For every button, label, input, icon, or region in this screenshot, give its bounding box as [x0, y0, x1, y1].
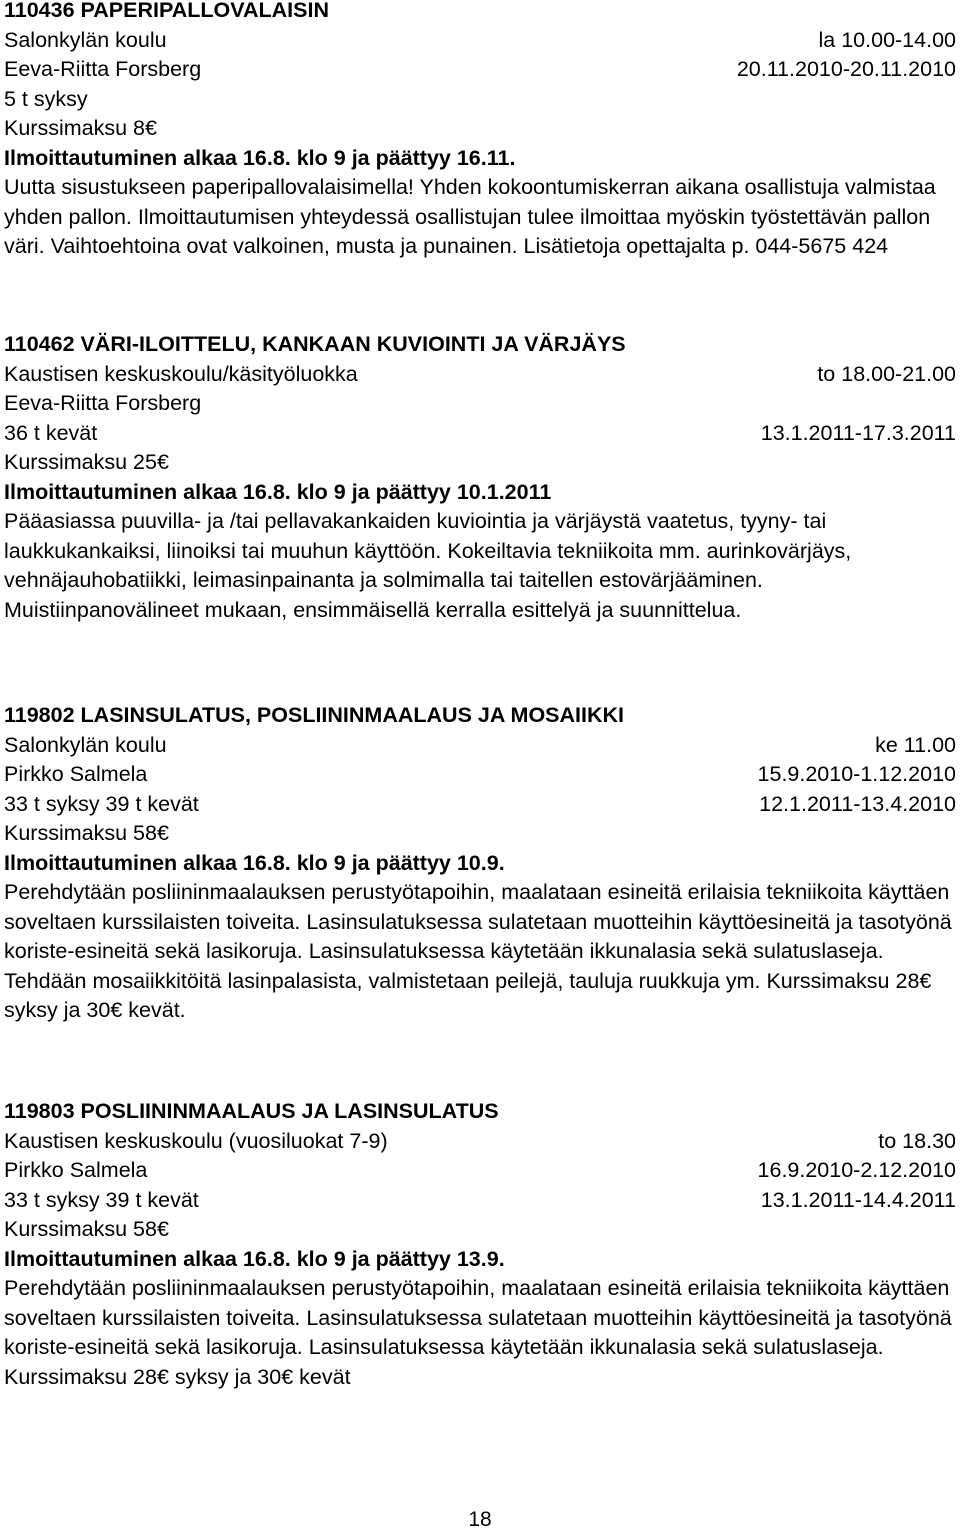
teacher-row [4, 760, 956, 790]
course-title: 110436 PAPERIPALLOVALAISIN [4, 0, 329, 22]
course-title: 110462 VÄRI-ILOITTELU, KANKAAN KUVIOINTI JA VÄRJÄYS [4, 332, 626, 356]
page-number: 18 [468, 1508, 492, 1531]
course-teacher: Pirkko Salmela [4, 762, 148, 786]
location-row [4, 360, 956, 390]
course-hours: 5 t syksy [4, 86, 88, 111]
course-fee: Kurssimaksu 25€ [4, 450, 169, 474]
course-description: Perehdytään posliininmaalauksen perustyötapoihin, maalataan esineitä erilaisia tekniikoita käyttäen soveltaen kurssilaisten toiveita. Lasinsulatuksessa sulatetaan muotteihin käyttöesineitä ja tasotyönä koriste-esineitä sekä lasikoruja. Lasinsulatuksessa käytetään ikkunalasia sekä sulatuslaseja. Kurssimaksu 28€ syksy ja 30€ kevät [4, 1276, 952, 1389]
course-fee: Kurssimaksu 8€ [4, 116, 157, 140]
course-location: Kaustisen keskuskoulu/käsityöluokka [4, 361, 358, 386]
course-title: 119802 LASINSULATUS, POSLIININMAALAUS JA MOSAIIKKI [4, 703, 625, 727]
course-119802 [4, 701, 956, 1026]
course-time: la 10.00-14.00 [818, 27, 956, 52]
course-registration: Ilmoittautuminen alkaa 16.8. klo 9 ja päättyy 10.9. [4, 850, 505, 875]
teacher-row [4, 1156, 956, 1186]
course-teacher: Pirkko Salmela [4, 1158, 148, 1182]
hours-row [4, 419, 956, 449]
location-row [4, 731, 956, 761]
course-registration: Ilmoittautuminen alkaa 16.8. klo 9 ja päättyy 13.9. [4, 1246, 505, 1271]
course-title: 119803 POSLIININMAALAUS JA LASINSULATUS [4, 1099, 499, 1123]
course-hours: 36 t kevät [4, 420, 98, 445]
course-time: ke 11.00 [875, 732, 956, 757]
course-fee: Kurssimaksu 58€ [4, 1217, 169, 1241]
course-location: Salonkylän koulu [4, 27, 167, 52]
course-description: Uutta sisustukseen paperipallovalaisimella! Yhden kokoontumiskerran aikana osallistuja valmistaa yhden pallon. Ilmoittautumisen yhteydessä osallistujan tulee ilmoittaa myöskin työstettävän pallon väri. Vaihtoehtoina ovat valkoinen, musta ja punainen. Lisätietoja opettajalta p. 044-5675 424 [4, 175, 936, 258]
course-description: Pääasiassa puuvilla- ja /tai pellavakankaiden kuviointia ja värjäystä vaatetus, tyyny- tai laukkukankaiksi, liinoiksi tai muuhun käyttöön. Kokeiltavia tekniikoita mm. aurinkovärjäys, vehnäjauhobatiikki, leimasinpainanta ja solmimalla tai taitellen estovärjääminen. Muistiinpanovälineet mukaan, ensimmäisellä kerralla esittelyä ja suunnittelua. [4, 509, 852, 622]
course-hours: 33 t syksy 39 t kevät [4, 791, 199, 816]
course-location: Kaustisen keskuskoulu (vuosiluokat 7-9) [4, 1128, 388, 1153]
location-row [4, 1127, 956, 1157]
course-time: to 18.00-21.00 [817, 361, 956, 386]
course-location: Salonkylän koulu [4, 732, 167, 757]
course-dates-spring: 12.1.2011-13.4.2010 [759, 791, 956, 816]
course-110462 [4, 330, 956, 625]
course-dates: 20.11.2010-20.11.2010 [736, 57, 956, 81]
course-hours: 33 t syksy 39 t kevät [4, 1187, 199, 1212]
course-registration: Ilmoittautuminen alkaa 16.8. klo 9 ja päättyy 16.11. [4, 145, 516, 170]
course-fee: Kurssimaksu 58€ [4, 821, 169, 845]
course-dates-spring: 13.1.2011-14.4.2011 [760, 1187, 956, 1212]
course-dates: 13.1.2011-17.3.2011 [760, 420, 956, 445]
course-119803 [4, 1097, 956, 1392]
hours-row [4, 1186, 956, 1216]
course-time: to 18.30 [878, 1128, 956, 1153]
course-description: Perehdytään posliininmaalauksen perustyötapoihin, maalataan esineitä erilaisia tekniikoita käyttäen soveltaen kurssilaisten toiveita. Lasinsulatuksessa sulatetaan muotteihin käyttöesineitä ja tasotyönä koriste-esineitä sekä lasikoruja. Lasinsulatuksessa käytetään ikkunalasia sekä sulatuslaseja. Tehdään mosaiikkitöitä lasinpalasista, valmistetaan peilejä, tauluja ruukkuja ym. Kurssimaksu 28€ syksy ja 30€ kevät. [4, 880, 952, 1022]
course-teacher: Eeva-Riitta Forsberg [4, 391, 202, 415]
teacher-row [4, 55, 956, 85]
hours-row [4, 790, 956, 820]
course-110436 [4, 0, 956, 262]
course-dates-autumn: 15.9.2010-1.12.2010 [757, 762, 956, 786]
course-dates-autumn: 16.9.2010-2.12.2010 [757, 1158, 956, 1182]
course-teacher: Eeva-Riitta Forsberg [4, 57, 202, 81]
location-row [4, 26, 956, 56]
course-registration: Ilmoittautuminen alkaa 16.8. klo 9 ja päättyy 10.1.2011 [4, 479, 552, 504]
